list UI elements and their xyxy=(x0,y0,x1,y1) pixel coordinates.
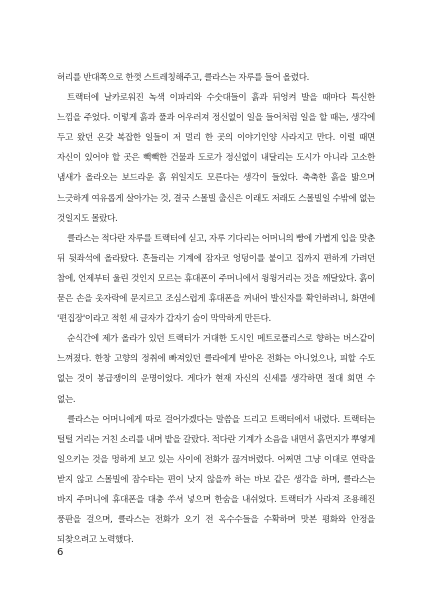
paragraph: 순식간에 제가 올라가 있던 트랙터가 거대한 도시인 메트로폴리스로 향하는 버스같이 느껴졌다. 한창 고향의 정취에 빠져있던 클라에게 받아온 전화는 아니었으나, 피할 수도 없는 것이 봉급쟁이의 운명이었다. 게다가 현재 자신의 신세를 생각하면 절대 회면 수 없는. xyxy=(57,334,375,405)
page-number: 6 xyxy=(57,547,64,558)
paragraph: 트랙터에 날카로워진 녹색 이파리와 수숫대들이 흙과 뒤엉켜 발을 때마다 특신한 느낌을 주었다. 이렇게 흙과 풀과 어우러져 정신없이 일을 들어처럼 일을 할 때는, 생각에 두고 왔던 온갖 복잡한 일들이 저 멀리 한 곳의 이야기인양 사라지고 만다. 이럴 때면 자신이 있어야 할 곳은 빽빽한 건물과 도로가 정신없이 내달리는 도시가 아니라 고소한 냄새가 올라오는 보드라운 흙 위일지도 모른다는 생각이 들었다. 축축한 흙을 밟으며 느긋하게 여유롭게 살아가는 것, 결국 스몰빌 출신은 이래도 저래도 스몰빌일 수밖에 없는 것일지도 몰랐다. xyxy=(57,93,375,224)
paragraph: 클라스는 적다란 자루를 트랙터에 싣고, 자루 기다리는 어머니의 빵에 가볍게 입을 맞춘 뒤 뒷좌석에 올라탔다. 흔들리는 기계에 잠자코 엉덩이를 붙이고 집까지 편하게 가려던 참에, 언제부터 울린 것인지 모르는 휴대폰이 주머니에서 윙윙거리는 것을 깨달았다. 흙이 묻은 손을 옷자락에 문지르고 조심스럽게 휴대폰을 꺼내어 발신자를 확인하려니, 화면에 '편집장'이라고 적힌 세 글자가 갑자기 숨이 막막하게 만든다. xyxy=(57,233,375,325)
paragraph: 클라스는 어머니에게 따로 걸어가겠다는 말씀을 드리고 트랙터에서 내렸다. 트랙터는 털털 거리는 거친 소리를 내며 밭을 갈랐다. 적다란 기계가 소음을 내면서 흙먼지가 뿌옇게 일으키는 것을 멍하게 보고 있는 사이에 전화가 끊겨버렸다. 어쩌면 그냥 이대로 연락을 받지 않고 스몰빌에 잠수타는 편이 낫지 않을까 하는 바보 같은 생각을 하며, 클라스는 바지 주머니에 휴대폰을 대충 쑤셔 넣으며 한숨을 내쉬었다. 트랙터가 사라져 조용해진 풍판을 걸으며, 클라스는 전화가 오기 전 옥수수들을 수확하며 맛본 평화와 안정을 되찾으려고 노력했다. xyxy=(57,414,375,546)
paragraph: 허리를 반대쪽으로 한껏 스트레칭해주고, 클라스는 자루를 들어 올렸다. xyxy=(57,73,310,83)
body-text xyxy=(57,68,375,550)
